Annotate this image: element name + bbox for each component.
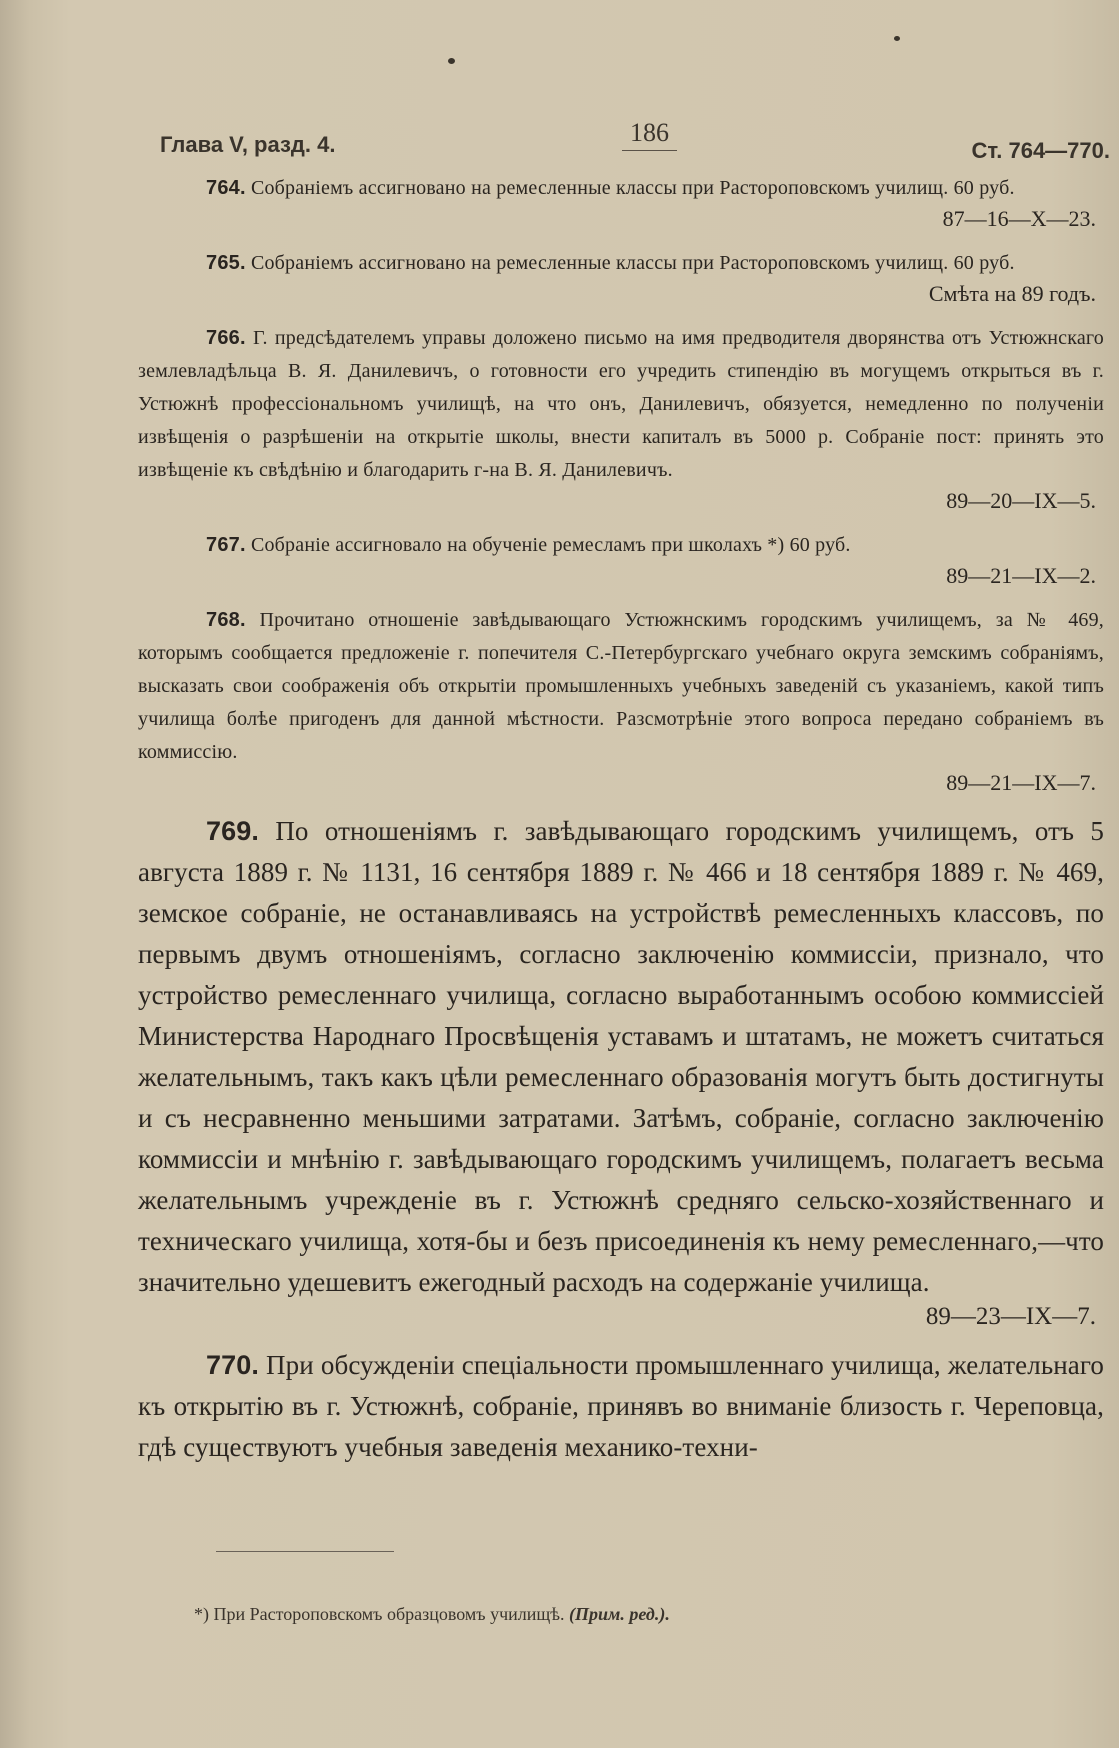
ink-speck bbox=[894, 36, 900, 41]
footnote-divider bbox=[216, 1551, 394, 1552]
entry-765 bbox=[138, 247, 1104, 308]
entry-text bbox=[138, 1345, 1104, 1468]
entry-767 bbox=[138, 529, 1104, 590]
entry-number: 770. bbox=[206, 1350, 259, 1380]
entry-text bbox=[138, 247, 1104, 280]
article-range: Ст. 764—770. bbox=[971, 138, 1110, 163]
entry-body: По отношеніямъ г. завѣдывающаго городскимъ училищемъ, отъ 5 августа 1889 г. № 1131, 16 сентября 1889 г. № 466 и 18 сентября 1889 г. № 469, земское собраніе, не останавливаясь на устройствѣ ремесленныхъ классовъ, по первымъ двумъ отношеніямъ, согласно заключенію коммиссіи, признало, что устройство ремесленнаго училища, согласно выработаннымъ особою коммиссіей Министерства Народнаго Просвѣщенія уставамъ и штатамъ, не можетъ считаться желательнымъ, такъ какъ цѣли ремесленнаго образованія могутъ быть достигнуты и съ несравненно меньшими затратами. Затѣмъ, собраніе, согласно заключенію коммиссіи и мнѣнію г. завѣдывающаго городскимъ училищемъ, полагаетъ весьма желательнымъ учрежденіе въ г. Устюжнѣ средняго сельско-хозяйственнаго и техническаго училища, хотя-бы и безъ присоединенія къ нему ремесленнаго,—что значительно удешевитъ ежегодный расходъ на содержаніе училища. bbox=[138, 816, 1104, 1297]
entry-768 bbox=[138, 604, 1104, 797]
entry-body: Г. предсѣдателемъ управы доложено письмо на имя предводителя дворянства отъ Устюжнскаго землевладѣльца В. Я. Данилевичъ, о готовности его учредить стипендію въ могущемъ открыться въ г. Устюжнѣ профессіональномъ училищѣ, на что онъ, Данилевичъ, обязуется, немедленно по полученіи извѣщенія о разрѣшеніи на открытіе школы, внести капиталъ въ 5000 р. Собраніе пост: принять это извѣщеніе къ свѣдѣнію и благодарить г-на В. Я. Данилевичъ. bbox=[138, 327, 1105, 481]
footnote bbox=[194, 1604, 1094, 1625]
ink-speck bbox=[448, 58, 455, 64]
entry-text bbox=[138, 604, 1104, 769]
footnote-editor-note: (Прим. ред.). bbox=[569, 1604, 670, 1624]
entry-766 bbox=[138, 322, 1104, 515]
entry-text bbox=[138, 172, 1104, 205]
entry-number: 767. bbox=[206, 534, 246, 556]
chapter-label: Глава V, разд. 4. bbox=[160, 132, 336, 157]
entry-number: 766. bbox=[206, 327, 246, 349]
page-header bbox=[160, 118, 1110, 168]
entry-body: Собраніе ассигновало на обученіе ремесламъ при школахъ *) 60 руб. bbox=[250, 534, 851, 556]
entry-reference: Смѣта на 89 годъ. bbox=[928, 281, 1096, 306]
entry-number: 765. bbox=[206, 252, 246, 274]
entry-769 bbox=[138, 811, 1104, 1331]
entry-text bbox=[138, 322, 1104, 487]
page-body bbox=[138, 172, 1104, 1482]
entry-number: 764. bbox=[206, 177, 246, 199]
entry-reference: 89—21—IX—7. bbox=[946, 770, 1096, 795]
entry-reference: 89—20—IX—5. bbox=[946, 488, 1096, 513]
entry-body: При обсужденіи спеціальности промышленнаго училища, желательнаго къ открытію въ г. Устюжнѣ, собраніе, принявъ во вниманіе близость г. Череповца, гдѣ существуютъ учебныя заведенія механико-техни- bbox=[138, 1350, 1104, 1462]
footnote-text: *) При Растороповскомъ образцовомъ училищѣ. bbox=[194, 1604, 565, 1624]
entry-text bbox=[138, 529, 1104, 562]
entry-body: Прочитано отношеніе завѣдывающаго Устюжнскимъ городскимъ училищемъ, за № 469, которымъ сообщается предложеніе г. попечителя С.-Петербургскаго учебнаго округа земскимъ собраніямъ, высказать свои соображенія объ открытіи промышленныхъ учебныхъ заведеній съ указаніемъ, какой типъ училища болѣе пригоденъ для данной мѣстности. Разсмотрѣніе этого вопроса передано собраніемъ въ коммиссію. bbox=[138, 609, 1104, 763]
entry-770 bbox=[138, 1345, 1104, 1468]
entry-text bbox=[138, 811, 1104, 1303]
entry-body: Собраніемъ ассигновано на ремесленные классы при Растороповскомъ училищ. 60 руб. bbox=[250, 177, 1015, 199]
entry-body: Собраніемъ ассигновано на ремесленные классы при Растороповскомъ училищ. 60 руб. bbox=[250, 252, 1015, 274]
entry-number: 768. bbox=[206, 609, 246, 631]
entry-reference: 89—23—IX—7. bbox=[925, 1303, 1096, 1330]
entry-reference: 89—21—IX—2. bbox=[946, 563, 1096, 588]
entry-764 bbox=[138, 172, 1104, 233]
page-number: 186 bbox=[622, 118, 677, 151]
entry-number: 769. bbox=[206, 816, 259, 846]
entry-reference: 87—16—X—23. bbox=[942, 206, 1096, 231]
